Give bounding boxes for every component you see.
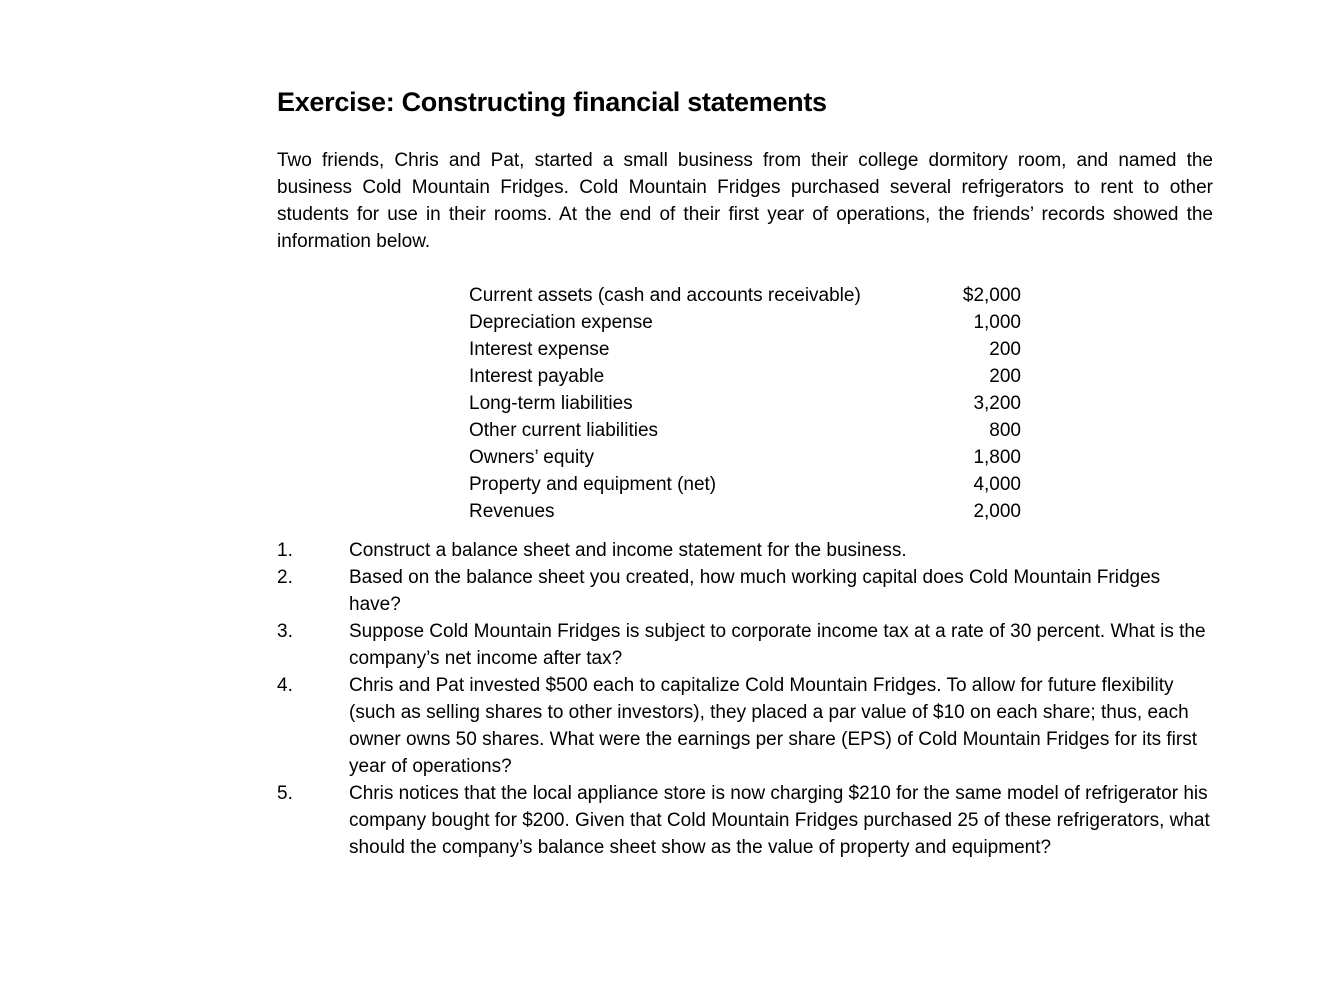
record-label: Interest payable — [469, 366, 605, 387]
record-row — [469, 309, 1021, 336]
intro-paragraph: Two friends, Chris and Pat, started a small business from their college dormitory room, and named the business Cold Mountain Fridges. Cold Mountain Fridges purchased several refrigerators to rent to other students for use in their rooms. At the end of their first year of operations, the friends’ records showed the information below. — [277, 150, 1213, 252]
question-text: Based on the balance sheet you created, how much working capital does Cold Mountain Fridges have? — [349, 567, 1161, 615]
question-item — [277, 537, 1213, 564]
record-row — [469, 444, 1021, 471]
question-number: 5. — [277, 783, 293, 804]
question-item — [277, 564, 1213, 618]
record-amount: 1,800 — [973, 447, 1021, 468]
page-title: Exercise: Constructing financial statements — [277, 87, 827, 117]
record-row — [469, 363, 1021, 390]
record-amount: 1,000 — [973, 312, 1021, 333]
record-label: Revenues — [469, 501, 555, 522]
question-number: 3. — [277, 621, 293, 642]
record-row — [469, 390, 1021, 417]
record-label: Depreciation expense — [469, 312, 653, 333]
exercise-page — [277, 84, 1213, 861]
record-row — [469, 282, 1021, 309]
record-label: Property and equipment (net) — [469, 474, 717, 495]
question-item — [277, 672, 1213, 780]
record-amount: $2,000 — [962, 285, 1021, 306]
question-number: 1. — [277, 540, 293, 561]
question-item — [277, 618, 1213, 672]
record-label: Long-term liabilities — [469, 393, 633, 414]
record-label: Other current liabilities — [469, 420, 659, 441]
records-body — [469, 282, 1021, 525]
question-number: 2. — [277, 567, 293, 588]
record-amount: 2,000 — [973, 501, 1021, 522]
record-row — [469, 498, 1021, 525]
record-label: Interest expense — [469, 339, 610, 360]
question-number: 4. — [277, 675, 293, 696]
record-row — [469, 417, 1021, 444]
questions-list — [277, 537, 1213, 861]
record-label: Owners’ equity — [469, 447, 594, 468]
question-text: Chris notices that the local appliance store is now charging $210 for the same model of refrigerator his company bought for $200. Given that Cold Mountain Fridges purchased 25 of these refrigerators, what should the company’s balance sheet show as the value of property and equipment? — [349, 783, 1210, 858]
record-amount: 200 — [989, 339, 1021, 360]
record-amount: 200 — [989, 366, 1021, 387]
question-text: Chris and Pat invested $500 each to capitalize Cold Mountain Fridges. To allow for future flexibility (such as selling shares to other investors), they placed a par value of $10 on each share; thus, each owner owns 50 shares. What were the earnings per share (EPS) of Cold Mountain Fridges for its first year of operations? — [349, 675, 1197, 777]
record-amount: 3,200 — [973, 393, 1021, 414]
question-text: Suppose Cold Mountain Fridges is subject to corporate income tax at a rate of 30 percent. What is the company’s net income after tax? — [349, 621, 1206, 669]
record-row — [469, 471, 1021, 498]
record-row — [469, 336, 1021, 363]
question-item — [277, 780, 1213, 861]
record-amount: 4,000 — [973, 474, 1021, 495]
question-text: Construct a balance sheet and income statement for the business. — [349, 540, 907, 561]
record-amount: 800 — [989, 420, 1021, 441]
record-label: Current assets (cash and accounts receivable) — [469, 285, 861, 306]
records-table — [469, 282, 1021, 525]
